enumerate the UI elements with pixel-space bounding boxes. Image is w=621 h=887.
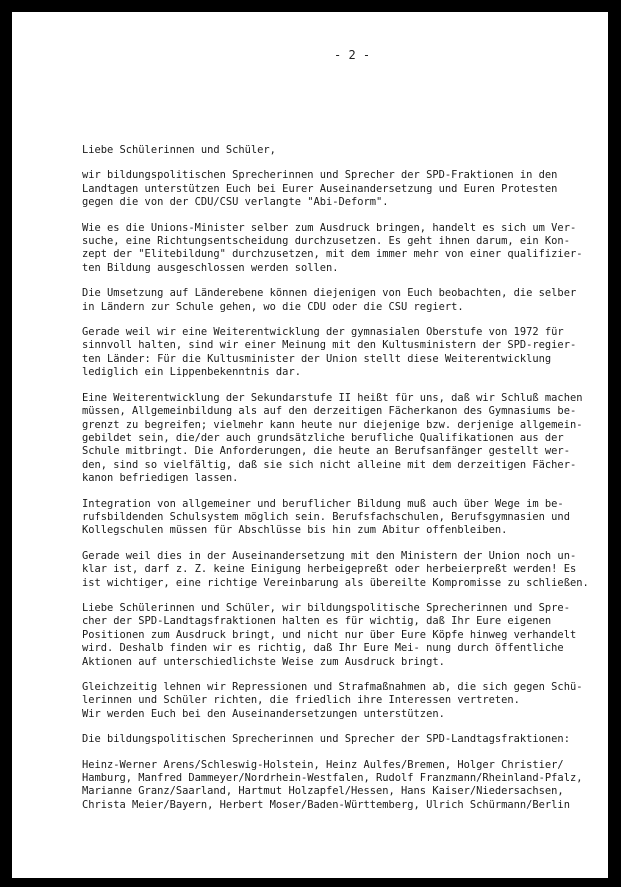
text-line: Schule mitbringt. Die Anforderungen, die heute an Berufsanfänger gestellt wer- [82,445,570,458]
paragraph [82,169,597,209]
text-line: Hamburg, Manfred Dammeyer/Nordrhein-Westfalen, Rudolf Franzmann/Rheinland-Pfalz, [82,772,583,785]
paragraph [82,550,597,590]
text-line: zept der "Elitebildung" durchzusetzen, mit dem immer mehr von einer qualifizier- [82,248,583,261]
text-line: Die bildungspolitischen Sprecherinnen und Sprecher der SPD-Landtagsfraktionen: [82,733,570,746]
text-line: rufsbildenden Schulsystem möglich sein. Berufsfachschulen, Berufsgymnasien und [82,510,570,523]
text-line: müssen, Allgemeinbildung als auf den derzeitigen Fächerkanon des Gymnasiums be- [82,405,577,418]
text-line: grenzt zu begreifen; vielmehr kann heute nur diejenige bzw. derjenige allgemein- [82,418,583,431]
page-number: - 2 - [334,48,371,62]
text-line: Gerade weil dies in der Auseinandersetzung mit den Ministern der Union noch un- [82,549,577,562]
paragraph [82,326,597,380]
text-line: den, sind so vielfältig, daß sie sich nicht alleine mit dem derzeitigen Fächer- [82,458,577,471]
text-line: klar ist, darf z. Z. keine Einigung herbeigepreßt oder herbeierpreßt werden! Es [82,563,577,576]
text-line: gebildet sein, die/der auch grundsätzliche berufliche Qualifikationen aus der [82,431,564,444]
text-line: Marianne Granz/Saarland, Hartmut Holzapfel/Hessen, Hans Kaiser/Niedersachsen, [82,785,564,798]
paragraph [82,222,597,276]
paragraph [82,759,597,813]
text-line: Kollegschulen müssen für Abschlüsse bis hin zum Abitur offenbleiben. [82,524,508,537]
document-page [12,12,608,878]
text-line: Aktionen auf unterschiedlichste Weise zum Ausdruck bringt. [82,655,445,668]
text-line: in Ländern zur Schule gehen, wo die CDU oder die CSU regiert. [82,300,464,313]
text-line: lerinnen und Schüler richten, die friedlich ihre Interessen vertreten. [82,694,520,707]
paragraph [82,392,597,486]
text-line: Gleichzeitig lehnen wir Repressionen und Strafmaßnahmen ab, die sich gegen Schü- [82,681,583,693]
text-line: cher der SPD-Landtagsfraktionen halten es für wichtig, daß Ihr Eure eigenen [82,615,552,628]
text-line: Christa Meier/Bayern, Herbert Moser/Baden-Württemberg, Ulrich Schürmann/Berlin [82,798,570,811]
text-line: wir bildungspolitischen Sprecherinnen und Sprecher der SPD-Fraktionen in den [82,169,558,182]
paragraph [82,498,597,538]
text-line: Heinz-Werner Arens/Schleswig-Holstein, Heinz Aulfes/Bremen, Holger Christier/ [82,758,564,771]
text-line: Eine Weiterentwicklung der Sekundarstufe II heißt für uns, daß wir Schluß machen [82,391,583,404]
text-line: sinnvoll halten, sind wir einer Meinung mit den Kultusministern der SPD-regier- [82,339,577,352]
paragraph [82,287,597,314]
text-line: ist wichtiger, eine richtige Vereinbarung als übereilte Kompromisse zu schließen. [82,576,589,589]
text-line: Integration von allgemeiner und beruflicher Bildung muß auch über Wege im be- [82,497,564,510]
text-line: Liebe Schülerinnen und Schüler, [82,144,276,156]
text-line: lediglich ein Lippenbekenntnis dar. [82,366,301,379]
paragraph [82,681,597,721]
text-line: Positionen zum Ausdruck bringt, und nicht nur über Eure Köpfe hinweg verhandelt [82,628,577,641]
text-line: wird. Deshalb finden wir es richtig, daß Ihr Eure Mei- nung durch öffentliche [82,642,564,655]
text-line: ten Länder: Für die Kultusminister der Union stellt diese Weiterentwicklung [82,352,552,365]
text-line: Landtagen unterstützen Euch bei Eurer Auseinandersetzung und Euren Protesten [82,182,558,195]
text-line: suche, eine Richtungsentscheidung durchzusetzen. Es geht ihnen darum, ein Kon- [82,235,570,248]
text-line: Die Umsetzung auf Länderebene können diejenigen von Euch beobachten, die selber [82,287,577,300]
text-line: Gerade weil wir eine Weiterentwicklung der gymnasialen Oberstufe von 1972 für [82,326,564,339]
text-line: kanon befriedigen lassen. [82,472,239,485]
text-line: Wir werden Euch bei den Auseinandersetzungen unterstützen. [82,707,445,720]
paragraph [82,602,597,669]
text-line: Wie es die Unions-Minister selber zum Ausdruck bringen, handelt es sich um Ver- [82,221,577,234]
text-line: ten Bildung ausgeschlossen werden sollen. [82,261,339,274]
text-line: Liebe Schülerinnen und Schüler, wir bildungspolitische Sprecherinnen und Spre- [82,601,570,614]
paragraph [82,733,597,746]
text-line: gegen die von der CDU/CSU verlangte "Abi-Deform". [82,196,389,209]
paragraph [82,144,597,157]
letter-body [82,144,597,824]
